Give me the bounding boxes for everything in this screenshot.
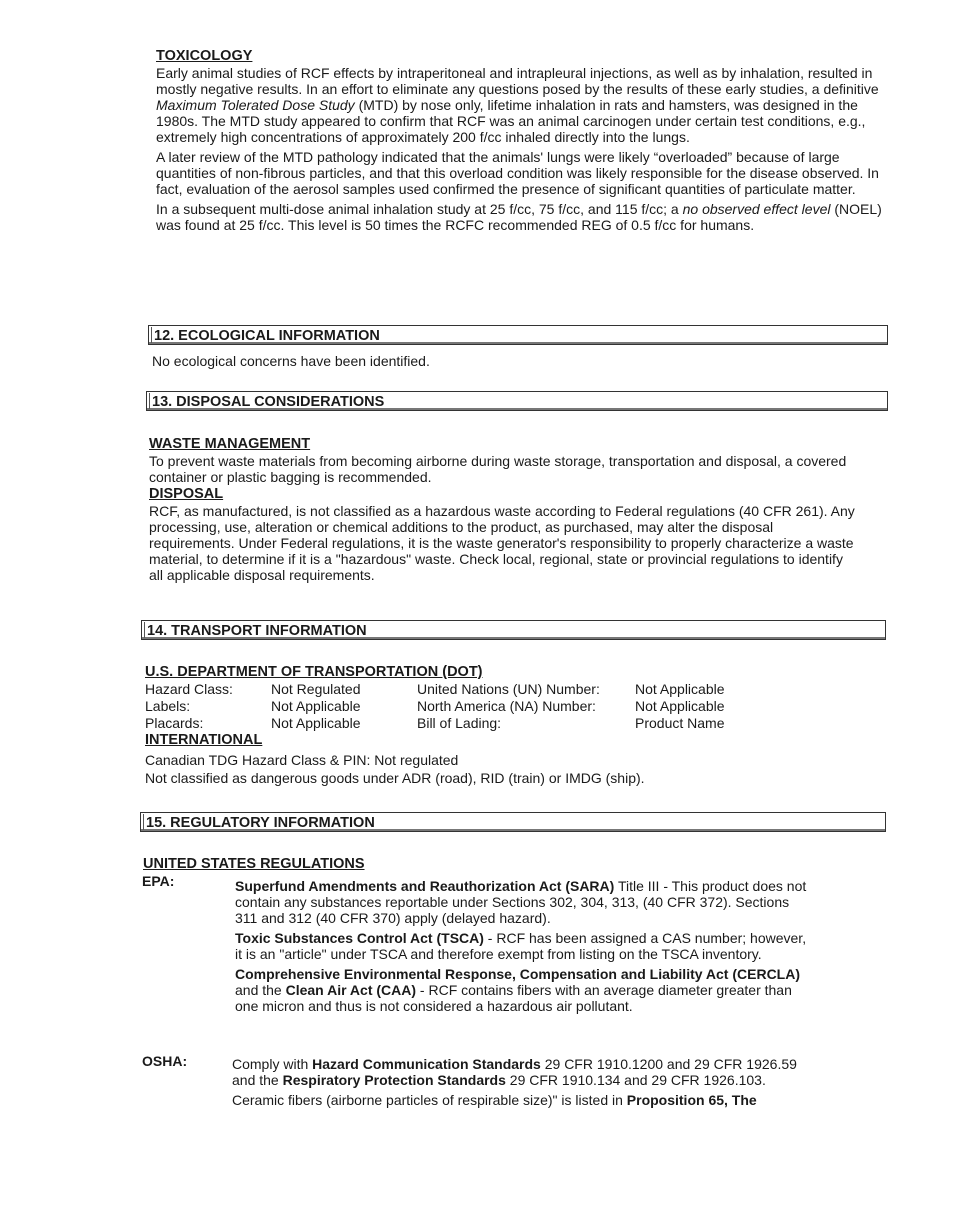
waste-management-heading: WASTE MANAGEMENT xyxy=(149,436,311,452)
dot-value: Not Applicable xyxy=(271,715,361,731)
epa-label: EPA: xyxy=(142,873,175,889)
toxicology-paragraph-1: Early animal studies of RCF effects by intraperitoneal and intrapleural injections, as well as by inhalation, resulted in mostly negative results. In an effort to eliminate any questions posed by the results of these early studies, a definitive Maximum Tolerated Dose Study (MTD) by nose only, lifetime inhalation in rats and hamsters, was designed in the 1980s. The MTD study appeared to confirm that RCF was an animal carcinogen under certain test conditions, e.g., extremely high concentrations of approximately 200 f/cc inhaled directly into the lungs. xyxy=(156,65,879,145)
table-row xyxy=(145,698,725,715)
dot-table xyxy=(145,681,725,732)
sara-paragraph: Superfund Amendments and Reauthorization Act (SARA) Title III - This product does not contain any substances reportable under Sections 302, 304, 313, (40 CFR 372). Sections 311 and 312 (40 CFR 370) apply (delayed hazard). xyxy=(235,878,807,926)
disposal-heading: DISPOSAL xyxy=(149,486,224,502)
international-line-2: Not classified as dangerous goods under ADR (road), RID (train) or IMDG (ship). xyxy=(145,770,645,786)
cercla-paragraph: Comprehensive Environmental Response, Compensation and Liability Act (CERCLA) and the Clean Air Act (CAA) - RCF contains fibers with an average diameter greater than one micron and thus is not considered a hazardous air pollutant. xyxy=(235,966,801,1014)
table-row xyxy=(145,681,725,698)
dot-label: United Nations (UN) Number: xyxy=(417,681,600,697)
dot-label: Bill of Lading: xyxy=(417,715,502,731)
osha-label: OSHA: xyxy=(142,1053,188,1069)
ecological-text: No ecological concerns have been identified. xyxy=(152,353,430,369)
transport-section xyxy=(145,664,845,786)
table-row xyxy=(145,715,725,732)
section-12-title: 12. ECOLOGICAL INFORMATION xyxy=(154,328,380,344)
proposition-65-paragraph: Ceramic fibers (airborne particles of respirable size)" is listed in Proposition 65, The xyxy=(232,1092,757,1108)
osha-paragraph: Comply with Hazard Communication Standards 29 CFR 1910.1200 and 29 CFR 1926.59 and the Respiratory Protection Standards 29 CFR 1910.134 and 29 CFR 1926.103. xyxy=(232,1056,797,1088)
dot-value: Not Regulated xyxy=(271,681,361,697)
regulations-block xyxy=(142,873,810,1133)
dot-value: Not Applicable xyxy=(635,681,725,697)
toxicology-paragraph-3: In a subsequent multi-dose animal inhalation study at 25 f/cc, 75 f/cc, and 115 f/cc; a no observed effect level (NOEL) was found at 25 f/cc. This level is 50 times the RCFC recommended REG of 0.5 f/cc for humans. xyxy=(156,201,882,233)
epa-body xyxy=(235,878,810,1018)
toxicology-paragraph-2: A later review of the MTD pathology indicated that the animals' lungs were likely “overloaded” because of large quantities of non-fibrous particles, and that this overload condition was likely responsible for the disease observed. In fact, evaluation of the aerosol samples used confirmed the presence of significant quantities of particulate matter. xyxy=(156,149,879,197)
section-14-title-bar xyxy=(141,620,886,640)
section-13-title-bar xyxy=(146,391,888,411)
section-15-title: 15. REGULATORY INFORMATION xyxy=(146,815,375,831)
international-line-1: Canadian TDG Hazard Class & PIN: Not regulated xyxy=(145,752,459,768)
toxicology-heading: TOXICOLOGY xyxy=(156,48,253,64)
dot-value: Product Name xyxy=(635,715,725,731)
dot-label: North America (NA) Number: xyxy=(417,698,596,714)
toxicology-section xyxy=(156,48,882,233)
section-12-title-bar xyxy=(148,325,888,345)
dot-label: Labels: xyxy=(145,698,191,714)
dot-label: Placards: xyxy=(145,715,204,731)
dot-value: Not Applicable xyxy=(635,698,725,714)
us-regulations-heading: UNITED STATES REGULATIONS xyxy=(143,856,365,872)
osha-body xyxy=(232,1056,807,1112)
disposal-text: RCF, as manufactured, is not classified as a hazardous waste according to Federal regulations (40 CFR 261). Any processing, use, alteration or chemical additions to the product, as purchased, may alter the disposal requirements. Under Federal regulations, it is the waste generator's responsibility to properly characterize a waste material, to determine if it is a "hazardous" waste. Check local, regional, state or provincial regulations to identify all applicable disposal requirements. xyxy=(149,503,855,583)
dot-value: Not Applicable xyxy=(271,698,361,714)
waste-management-text: To prevent waste materials from becoming airborne during waste storage, transportation and disposal, a covered container or plastic bagging is recommended. xyxy=(149,453,847,485)
section-15-title-bar xyxy=(140,812,886,832)
dot-label: Hazard Class: xyxy=(145,681,233,697)
dot-heading: U.S. DEPARTMENT OF TRANSPORTATION (DOT) xyxy=(145,664,483,680)
section-14-title: 14. TRANSPORT INFORMATION xyxy=(147,623,367,639)
tsca-paragraph: Toxic Substances Control Act (TSCA) - RCF has been assigned a CAS number; however, it is an "article" under TSCA and therefore exempt from listing on the TSCA inventory. xyxy=(235,930,807,962)
international-heading: INTERNATIONAL xyxy=(145,732,263,748)
disposal-section xyxy=(149,436,857,583)
section-13-title: 13. DISPOSAL CONSIDERATIONS xyxy=(152,394,385,410)
